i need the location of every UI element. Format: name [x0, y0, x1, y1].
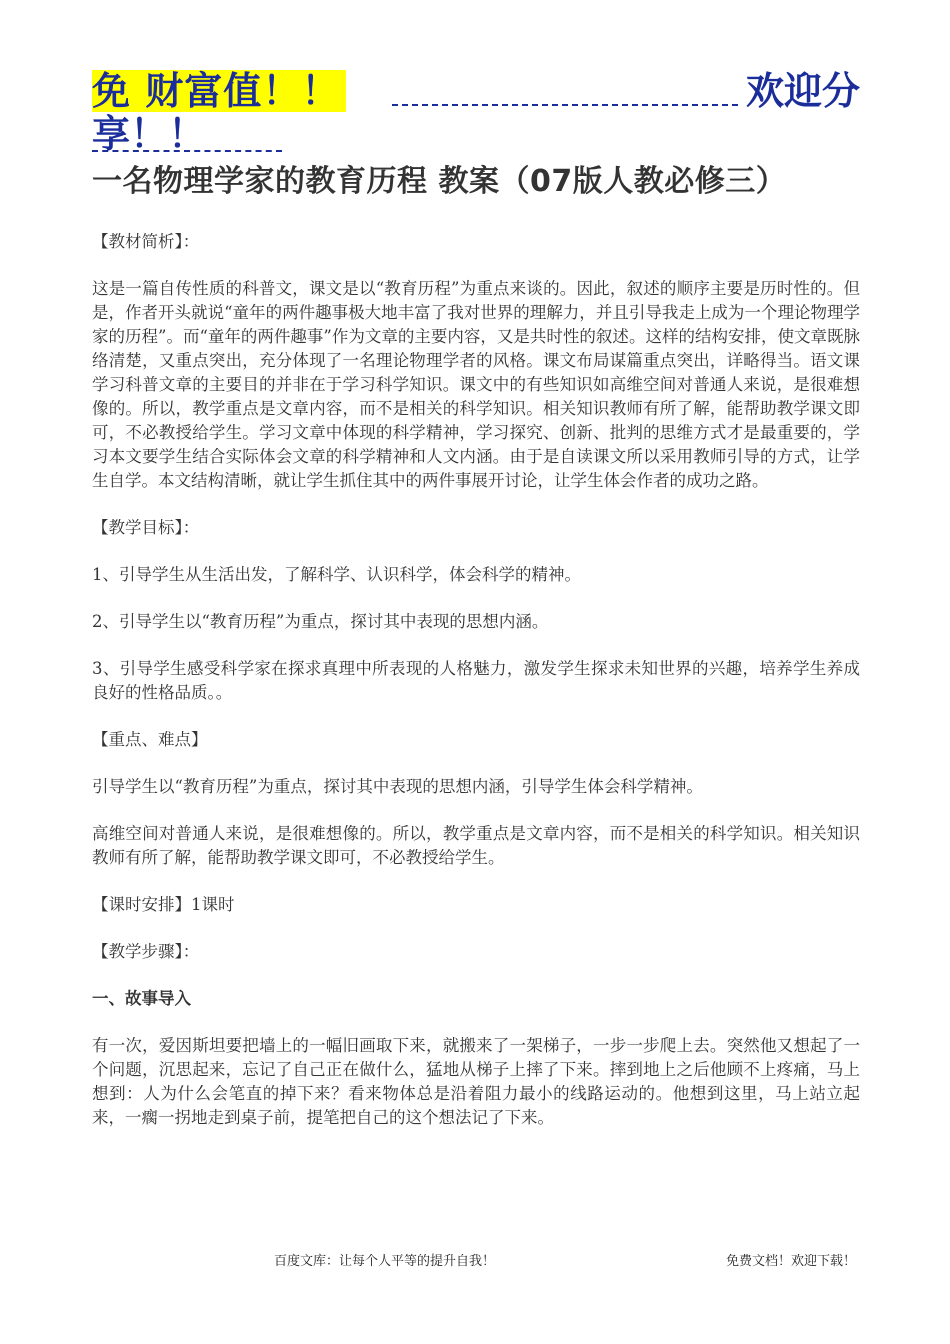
section-heading-teaching-goals: 【教学目标】： [92, 518, 200, 537]
goal-item-3: 3、引导学生感受科学家在探求真理中所表现的人格魅力，激发学生探求未知世界的兴趣，培养学生养成良好的性格品质。。 [92, 659, 860, 702]
document-body [92, 230, 860, 1153]
banner-dashed-rule [392, 104, 738, 106]
paragraph-difficulty: 高维空间对普通人来说，是很难想像的。所以，教学重点是文章内容，而不是相关的科学知识。相关知识教师有所了解，能帮助教学课文即可，不必教授给学生。 [92, 824, 860, 867]
footer-left-text: 百度文库：让每个人平等的提升自我！ [274, 1254, 496, 1269]
document-title: 一名物理学家的教育历程 教案（07版人教必修三） [92, 164, 787, 199]
section-heading-schedule: 【课时安排】1课时 [92, 895, 235, 914]
banner-right-text: 欢迎分 [745, 69, 860, 113]
paragraph-key-point: 引导学生以“教育历程”为重点，探讨其中表现的思想内涵，引导学生体会科学精神。 [92, 777, 703, 796]
banner-left-text: 免 财富值！！ [92, 70, 346, 112]
section-heading-teaching-steps: 【教学步骤】： [92, 942, 200, 961]
document-page [92, 0, 860, 1344]
footer-right-text: 免费文档！欢迎下载！ [725, 1254, 856, 1269]
section-heading-textbook-analysis: 【教材简析】： [92, 232, 200, 251]
paragraph-story: 有一次，爱因斯坦要把墙上的一幅旧画取下来，就搬来了一架梯子，一步一步爬上去。突然他又想起了一个问题，沉思起来，忘记了自己正在做什么，猛地从梯子上摔了下来。摔到地上之后他顾不上疼痛，马上想到：人为什么会笔直的掉下来？看来物体总是沿着阻力最小的线路运动的。他想到这里，马上站立起来，一瘸一拐地走到桌子前，提笔把自己的这个想法记了下来。 [92, 1036, 860, 1127]
goal-item-1: 1、引导学生从生活出发，了解科学、认识科学，体会科学的精神。 [92, 565, 581, 584]
subheading-story-intro: 一、故事导入 [92, 989, 191, 1008]
banner-second-dashed-rule [92, 150, 282, 152]
goal-item-2: 2、引导学生以“教育历程”为重点，探讨其中表现的思想内涵。 [92, 612, 549, 631]
banner-second-line: 享！！ [92, 112, 207, 156]
paragraph-textbook-analysis: 这是一篇自传性质的科普文，课文是以“教育历程”为重点来谈的。因此，叙述的顺序主要是历时性的。但是，作者开头就说“童年的两件趣事极大地丰富了我对世界的理解力，并且引导我走上成为一个理论物理学家的历程”。而“童年的两件趣事”作为文章的主要内容，又是共时性的叙述。这样的结构安排，使文章既脉络清楚，又重点突出，充分体现了一名理论物理学者的风格。课文布局谋篇重点突出，详略得当。语文课学习科普文章的主要目的并非在于学习科学知识。课文中的有些知识如高维空间对普通人来说，是很难想像的。所以，教学重点是文章内容，而不是相关的科学知识。相关知识教师有所了解，能帮助教学课文即可，不必教授给学生。学习文章中体现的科学精神，学习探究、创新、批判的思维方式才是最重要的，学习本文要学生结合实际体会文章的科学精神和人文内涵。由于是自读课文所以采用教师引导的方式，让学生自学。本文结构清晰，就让学生抓住其中的两件事展开讨论，让学生体会作者的成功之路。 [92, 279, 860, 490]
section-heading-key-points: 【重点、难点】 [92, 730, 208, 749]
promo-banner [92, 66, 860, 162]
